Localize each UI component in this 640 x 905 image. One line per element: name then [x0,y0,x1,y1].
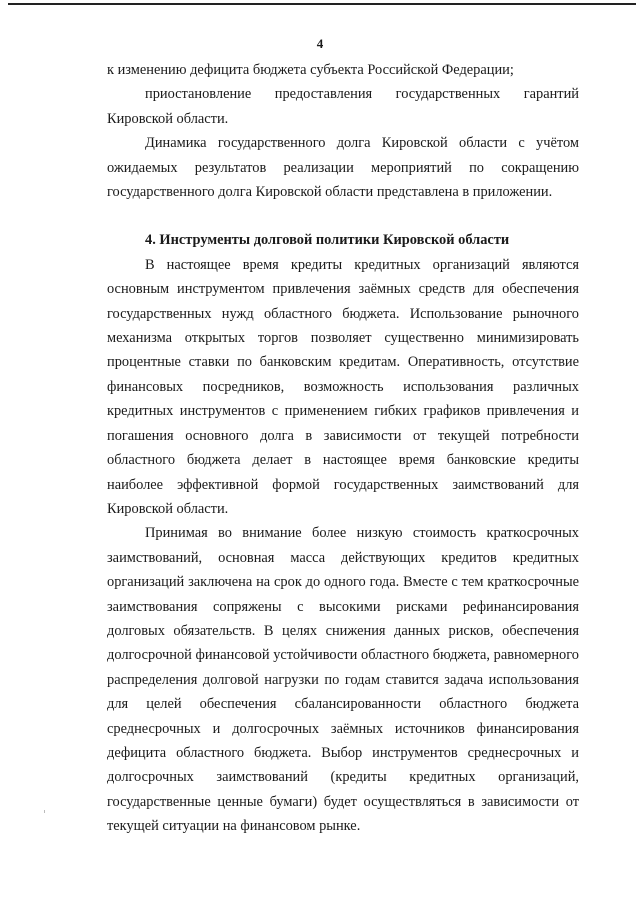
paragraph-guarantees-suspension: приостановление предоставления государственных гарантий Кировской области. [107,86,579,127]
paragraph-bank-credits: В настоящее время кредиты кредитных организаций являются основным инструментом привлечения заёмных средств для обеспечения государственных нужд областного бюджета. Использование рыночного механизма открытых торгов позволяет существенно минимизировать процентные ставки по банковским кредитам. Оперативность, отсутствие финансовых посредников, возможность использования различных кредитных инструментов с применением гибких графиков привлечения и погашения основного долга в зависимости от текущей потребности областного бюджета делает в настоящее время банковские кредиты наиболее эффективной формой государственных заимствований для Кировской области. [107,256,579,517]
top-border-line [8,3,636,5]
scan-artifact-mark [44,810,45,813]
document-body [107,58,579,839]
section-heading: 4. Инструменты долговой политики Кировской области [145,232,510,249]
paragraph-debt-dynamics: Динамика государственного долга Кировской области с учётом ожидаемых результатов реализации мероприятий по сокращению государственного долга Кировской области представлена в приложении. [107,135,579,201]
page-number: 4 [316,36,324,51]
paragraph-budget-deficit: к изменению дефицита бюджета субъекта Российской Федерации; [107,62,514,78]
paragraph-short-term-borrowing: Принимая во внимание более низкую стоимость краткосрочных заимствований, основная масса действующих кредитов кредитных организаций заключена на срок до одного года. Вместе с тем краткосрочные заимствования сопряжены с высокими рисками рефинансирования долговых обязательств. В целях снижения данных рисков, обеспечения долгосрочной финансовой устойчивости областного бюджета, равномерного распределения долговой нагрузки по годам ставится задача использования для целей обеспечения сбалансированности областного бюджета среднесрочных и долгосрочных заёмных источников финансирования дефицита областного бюджета. Выбор инструментов среднесрочных и долгосрочных заимствований (кредиты кредитных организаций, государственные ценные бумаги) будет осуществляться в зависимости от текущей ситуации на финансовом рынке. [107,525,579,835]
